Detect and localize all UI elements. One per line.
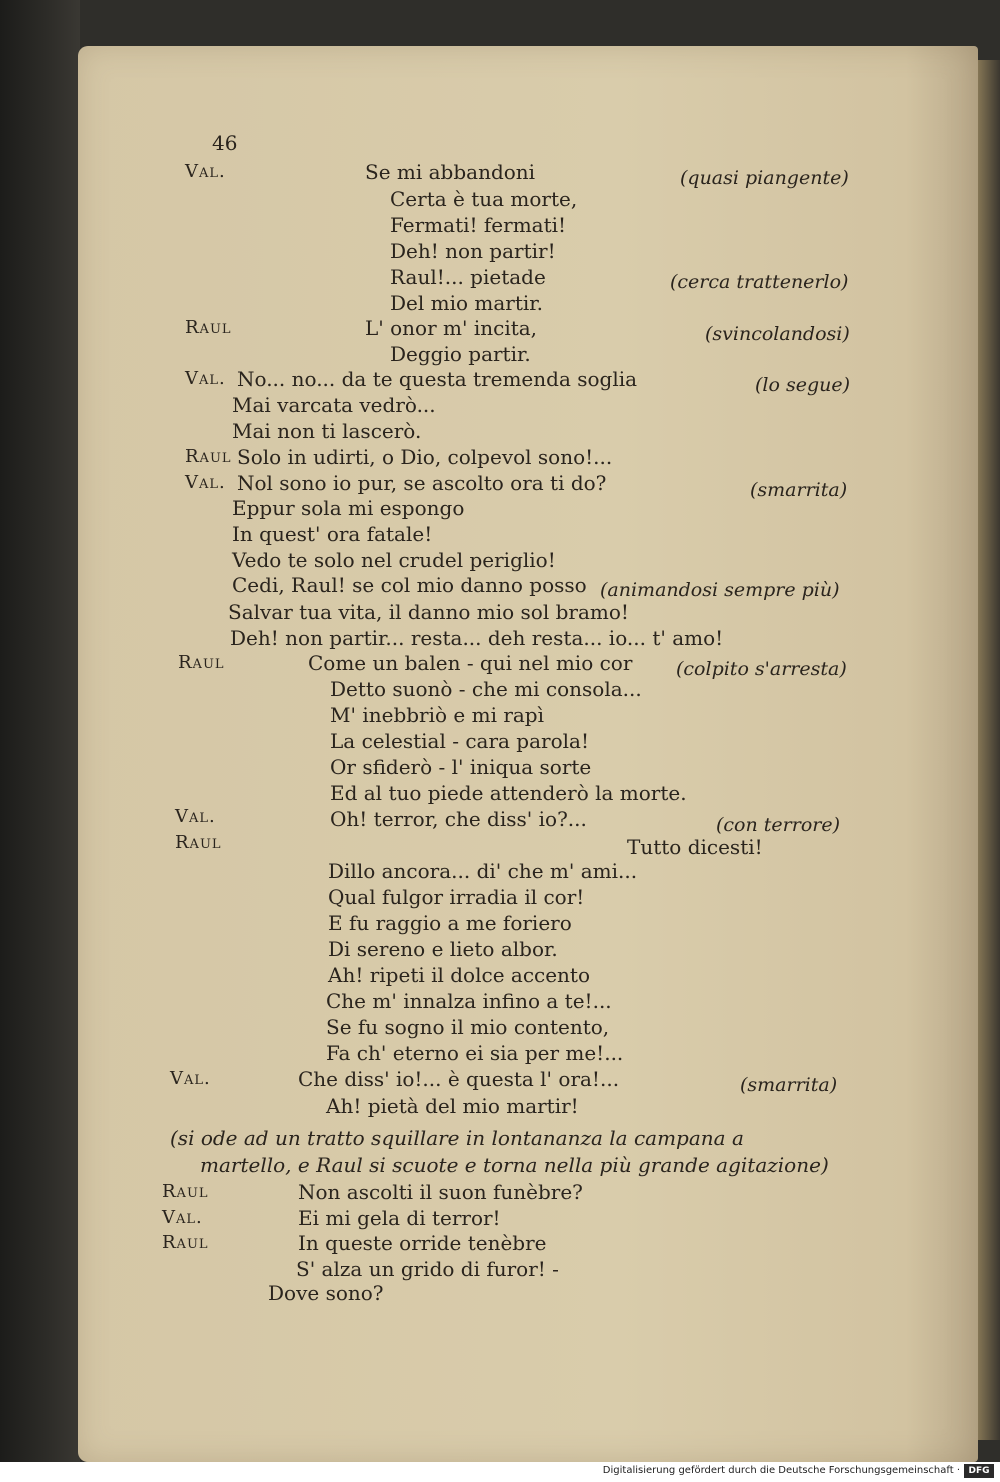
verse-line: Deh! non partir... resta... deh resta... io... t' amo!: [230, 626, 724, 650]
verse-line: Deh! non partir!: [390, 239, 556, 263]
book-binding: [0, 0, 80, 1482]
speaker-label: Val.: [185, 161, 226, 182]
stage-direction-paragraph: martello, e Raul si scuote e torna nella più grande agitazione): [200, 1153, 829, 1177]
verse-line: Detto suonò - che mi consola...: [330, 677, 642, 701]
verse-line: Che m' innalza infino a te!...: [326, 989, 612, 1013]
verse-line: Come un balen - qui nel mio cor: [308, 651, 633, 675]
stage-direction-paragraph: (si ode ad un tratto squillare in lontananza la campana a: [170, 1126, 744, 1150]
verse-line: L' onor m' incita,: [365, 316, 538, 340]
speaker-label: Val.: [162, 1207, 203, 1228]
verse-line: Ah! ripeti il dolce accento: [328, 963, 591, 987]
speaker-label: Raul: [185, 317, 232, 338]
speaker-label: Val.: [175, 806, 216, 827]
verse-line: Ei mi gela di terror!: [298, 1206, 501, 1230]
stage-direction: (svincolandosi): [705, 323, 850, 345]
verse-line: Non ascolti il suon funèbre?: [298, 1180, 583, 1204]
verse-line: Nol sono io pur, se ascolto ora ti do?: [237, 471, 607, 495]
stage-direction: (smarrita): [750, 479, 848, 501]
verse-line: Or sfiderò - l' iniqua sorte: [330, 755, 592, 779]
verse-line: Se mi abbandoni: [365, 160, 536, 184]
digitization-credit: Digitalisierung gefördert durch die Deutsche Forschungsgemeinschaft ·: [602, 1465, 960, 1476]
verse-line: Tutto dicesti!: [627, 835, 763, 859]
verse-line: Deggio partir.: [390, 342, 531, 366]
stage-direction: (lo segue): [755, 374, 851, 396]
verse-line: Qual fulgor irradia il cor!: [328, 885, 585, 909]
verse-line: Del mio martir.: [390, 291, 543, 315]
verse-line: Fermati! fermati!: [390, 213, 567, 237]
verse-line: Solo in udirti, o Dio, colpevol sono!...: [237, 445, 613, 469]
verse-line: Oh! terror, che diss' io?...: [330, 807, 587, 831]
speaker-label: Raul: [162, 1232, 209, 1253]
speaker-label: Val.: [170, 1068, 211, 1089]
speaker-label: Raul: [185, 446, 232, 467]
verse-line: Cedi, Raul! se col mio danno posso: [232, 573, 587, 597]
verse-line: Mai varcata vedrò...: [232, 393, 436, 417]
verse-line: Vedo te solo nel crudel periglio!: [232, 548, 556, 572]
verse-line: Certa è tua morte,: [390, 187, 578, 211]
verse-line: Ah! pietà del mio martir!: [326, 1094, 579, 1118]
stage-direction: (quasi piangente): [680, 167, 849, 189]
verse-line: Raul!... pietade: [390, 265, 546, 289]
verse-line: Fa ch' eterno ei sia per me!...: [326, 1041, 624, 1065]
speaker-label: Val.: [185, 368, 226, 389]
verse-line: M' inebbriò e mi rapì: [330, 703, 545, 727]
speaker-label: Raul: [162, 1181, 209, 1202]
verse-line: In queste orride tenèbre: [298, 1231, 547, 1255]
stage-direction: (animandosi sempre più): [600, 579, 840, 601]
verse-line: Dillo ancora... di' che m' ami...: [328, 859, 638, 883]
verse-line: S' alza un grido di furor! -: [296, 1257, 559, 1281]
verse-line: Dove sono?: [268, 1281, 384, 1305]
verse-line: In quest' ora fatale!: [232, 522, 433, 546]
verse-line: Salvar tua vita, il danno mio sol bramo!: [228, 600, 629, 624]
stage-direction: (cerca trattenerlo): [670, 271, 849, 293]
verse-line: No... no... da te questa tremenda soglia: [237, 367, 638, 391]
verse-line: Ed al tuo piede attenderò la morte.: [330, 781, 687, 805]
speaker-label: Raul: [178, 652, 225, 673]
verse-line: Eppur sola mi espongo: [232, 496, 465, 520]
speaker-label: Val.: [185, 472, 226, 493]
stage-direction: (smarrita): [740, 1074, 838, 1096]
verse-line: Se fu sogno il mio contento,: [326, 1015, 610, 1039]
verse-line: Che diss' io!... è questa l' ora!...: [298, 1067, 620, 1091]
verse-line: Di sereno e lieto albor.: [328, 937, 558, 961]
verse-line: La celestial - cara parola!: [330, 729, 589, 753]
verse-line: E fu raggio a me foriero: [328, 911, 572, 935]
stage-direction: (colpito s'arresta): [676, 658, 847, 680]
verse-line: Mai non ti lascerò.: [232, 419, 422, 443]
page-number: 46: [212, 131, 238, 155]
stage-direction: (con terrore): [716, 814, 840, 836]
speaker-label: Raul: [175, 832, 222, 853]
dfg-logo: DFG: [964, 1464, 994, 1478]
